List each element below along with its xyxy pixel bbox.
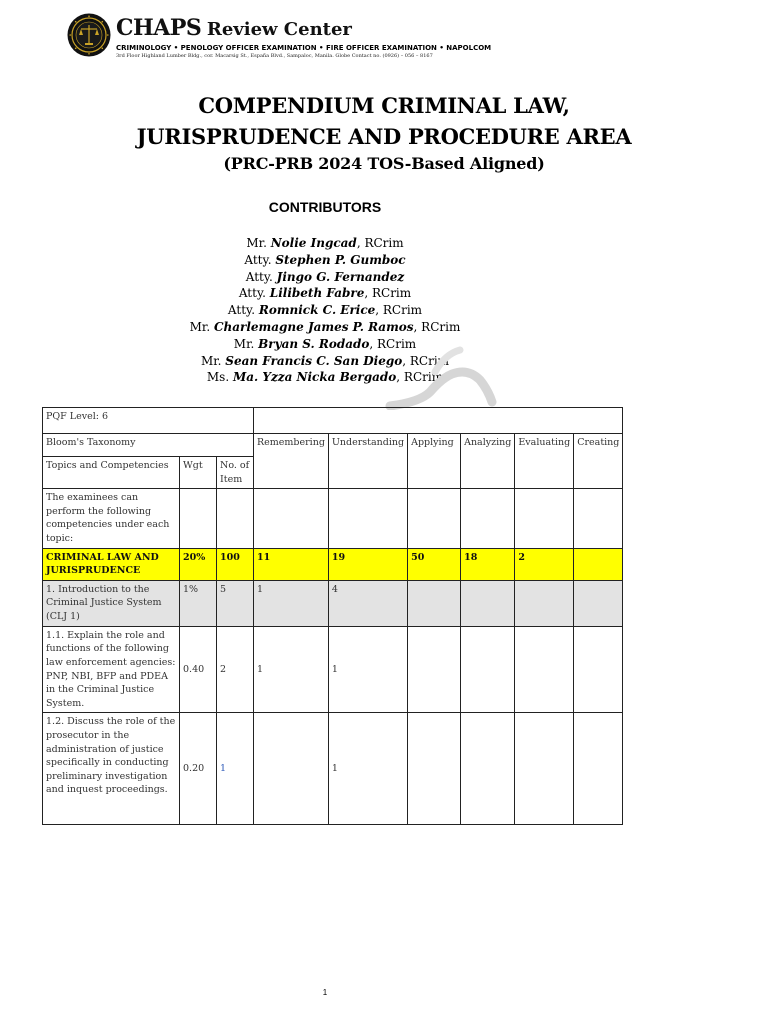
org-name-big: CHAPS bbox=[116, 15, 202, 41]
applying-cell bbox=[408, 626, 461, 713]
evaluating-cell bbox=[515, 626, 574, 713]
topic-cell: 1.1. Explain the role and functions of the following law enforcement agencies: PNP, NBI, BFP and PDEA in the Criminal Justice System. bbox=[43, 626, 180, 713]
contributor: Ms. Ma. Yzza Nicka Bergado, RCrim bbox=[206, 370, 444, 385]
topic-cell: 1.2. Discuss the role of the prosecutor in the administration of justice specifically in conducting preliminary investigation and inquest proceedings. bbox=[43, 713, 180, 825]
table-row bbox=[43, 713, 623, 825]
wgt-cell: 20% bbox=[180, 548, 217, 580]
understanding-cell: 4 bbox=[328, 580, 407, 626]
applying-cell bbox=[408, 580, 461, 626]
intro-text-cell: The examinees can perform the following competencies under each topic: bbox=[43, 489, 180, 548]
level-evaluating: Evaluating bbox=[515, 434, 574, 489]
org-name bbox=[116, 15, 352, 41]
chaps-logo bbox=[67, 13, 111, 57]
org-tagline: CRIMINOLOGY • PENOLOGY OFFICER EXAMINATION • FIRE OFFICER EXAMINATION • NAPOLCOM bbox=[116, 44, 492, 52]
items-cell: 2 bbox=[217, 626, 254, 713]
contributor: Mr. Sean Francis C. San Diego, RCrim bbox=[200, 353, 450, 368]
analyzing-cell: 18 bbox=[461, 548, 515, 580]
wgt-cell: 0.20 bbox=[180, 713, 217, 825]
table-row bbox=[43, 580, 623, 626]
document-header bbox=[67, 13, 707, 61]
contributors-heading: CONTRIBUTORS bbox=[268, 199, 382, 215]
org-name-small: Review Center bbox=[206, 19, 352, 40]
understanding-cell: 1 bbox=[328, 626, 407, 713]
empty-header-cell bbox=[254, 408, 623, 434]
col-topics-header: Topics and Competencies bbox=[43, 457, 180, 489]
applying-cell bbox=[408, 713, 461, 825]
evaluating-cell bbox=[515, 580, 574, 626]
page-number: 1 bbox=[322, 988, 328, 997]
col-items-header: No. of Item bbox=[217, 457, 254, 489]
col-wgt-header: Wgt bbox=[180, 457, 217, 489]
creating-cell bbox=[574, 713, 623, 825]
contributor: Atty. Stephen P. Gumboc bbox=[244, 252, 406, 267]
remembering-cell bbox=[254, 713, 329, 825]
applying-cell: 50 bbox=[408, 548, 461, 580]
remembering-cell: 1 bbox=[254, 580, 329, 626]
wgt-cell: 0.40 bbox=[180, 626, 217, 713]
remembering-cell: 1 bbox=[254, 626, 329, 713]
table-row bbox=[43, 548, 623, 580]
level-understanding: Understanding bbox=[328, 434, 407, 489]
level-creating: Creating bbox=[574, 434, 623, 489]
document-subtitle: (PRC-PRB 2024 TOS-Based Aligned) bbox=[223, 154, 545, 173]
topic-cell: 1. Introduction to the Criminal Justice System (CLJ 1) bbox=[43, 580, 180, 626]
watermark-graphic bbox=[360, 340, 500, 410]
understanding-cell: 19 bbox=[328, 548, 407, 580]
evaluating-cell: 2 bbox=[515, 548, 574, 580]
level-remembering: Remembering bbox=[254, 434, 329, 489]
creating-cell bbox=[574, 580, 623, 626]
creating-cell bbox=[574, 626, 623, 713]
pqf-level-cell: PQF Level: 6 bbox=[43, 408, 254, 434]
evaluating-cell bbox=[515, 713, 574, 825]
remembering-cell: 11 bbox=[254, 548, 329, 580]
creating-cell bbox=[574, 548, 623, 580]
blooms-taxonomy-cell: Bloom's Taxonomy bbox=[43, 434, 254, 457]
contributors-list bbox=[0, 235, 650, 386]
contributor: Atty. Lilibeth Fabre, RCrim bbox=[238, 286, 412, 301]
document-title-line-2: JURISPRUDENCE AND PROCEDURE AREA bbox=[136, 124, 632, 149]
level-analyzing: Analyzing bbox=[461, 434, 515, 489]
document-title-line-1: COMPENDIUM CRIMINAL LAW, bbox=[198, 93, 570, 118]
items-cell: 100 bbox=[217, 548, 254, 580]
contributor: Mr. Bryan S. Rodado, RCrim bbox=[233, 336, 417, 351]
items-cell: 5 bbox=[217, 580, 254, 626]
contributor: Mr. Charlemagne James P. Ramos, RCrim bbox=[189, 319, 461, 334]
level-applying: Applying bbox=[408, 434, 461, 489]
org-address: 3rd Floor Highland Lumber Bldg., cor. Macarsig St., España Blvd., Sampaloc, Manila. Globe Contact no. (0926) – 056 – 8167 bbox=[116, 53, 433, 59]
contributor: Atty. Jingo G. Fernandez bbox=[245, 269, 405, 284]
contributor: Mr. Nolie Ingcad, RCrim bbox=[246, 236, 404, 250]
analyzing-cell bbox=[461, 713, 515, 825]
table-row bbox=[43, 626, 623, 713]
analyzing-cell bbox=[461, 580, 515, 626]
understanding-cell: 1 bbox=[328, 713, 407, 825]
contributor: Atty. Romnick C. Erice, RCrim bbox=[227, 303, 423, 318]
analyzing-cell bbox=[461, 626, 515, 713]
wgt-cell: 1% bbox=[180, 580, 217, 626]
items-cell: 1 bbox=[217, 713, 254, 825]
topic-cell: CRIMINAL LAW AND JURISPRUDENCE bbox=[43, 548, 180, 580]
tos-table bbox=[42, 407, 623, 825]
